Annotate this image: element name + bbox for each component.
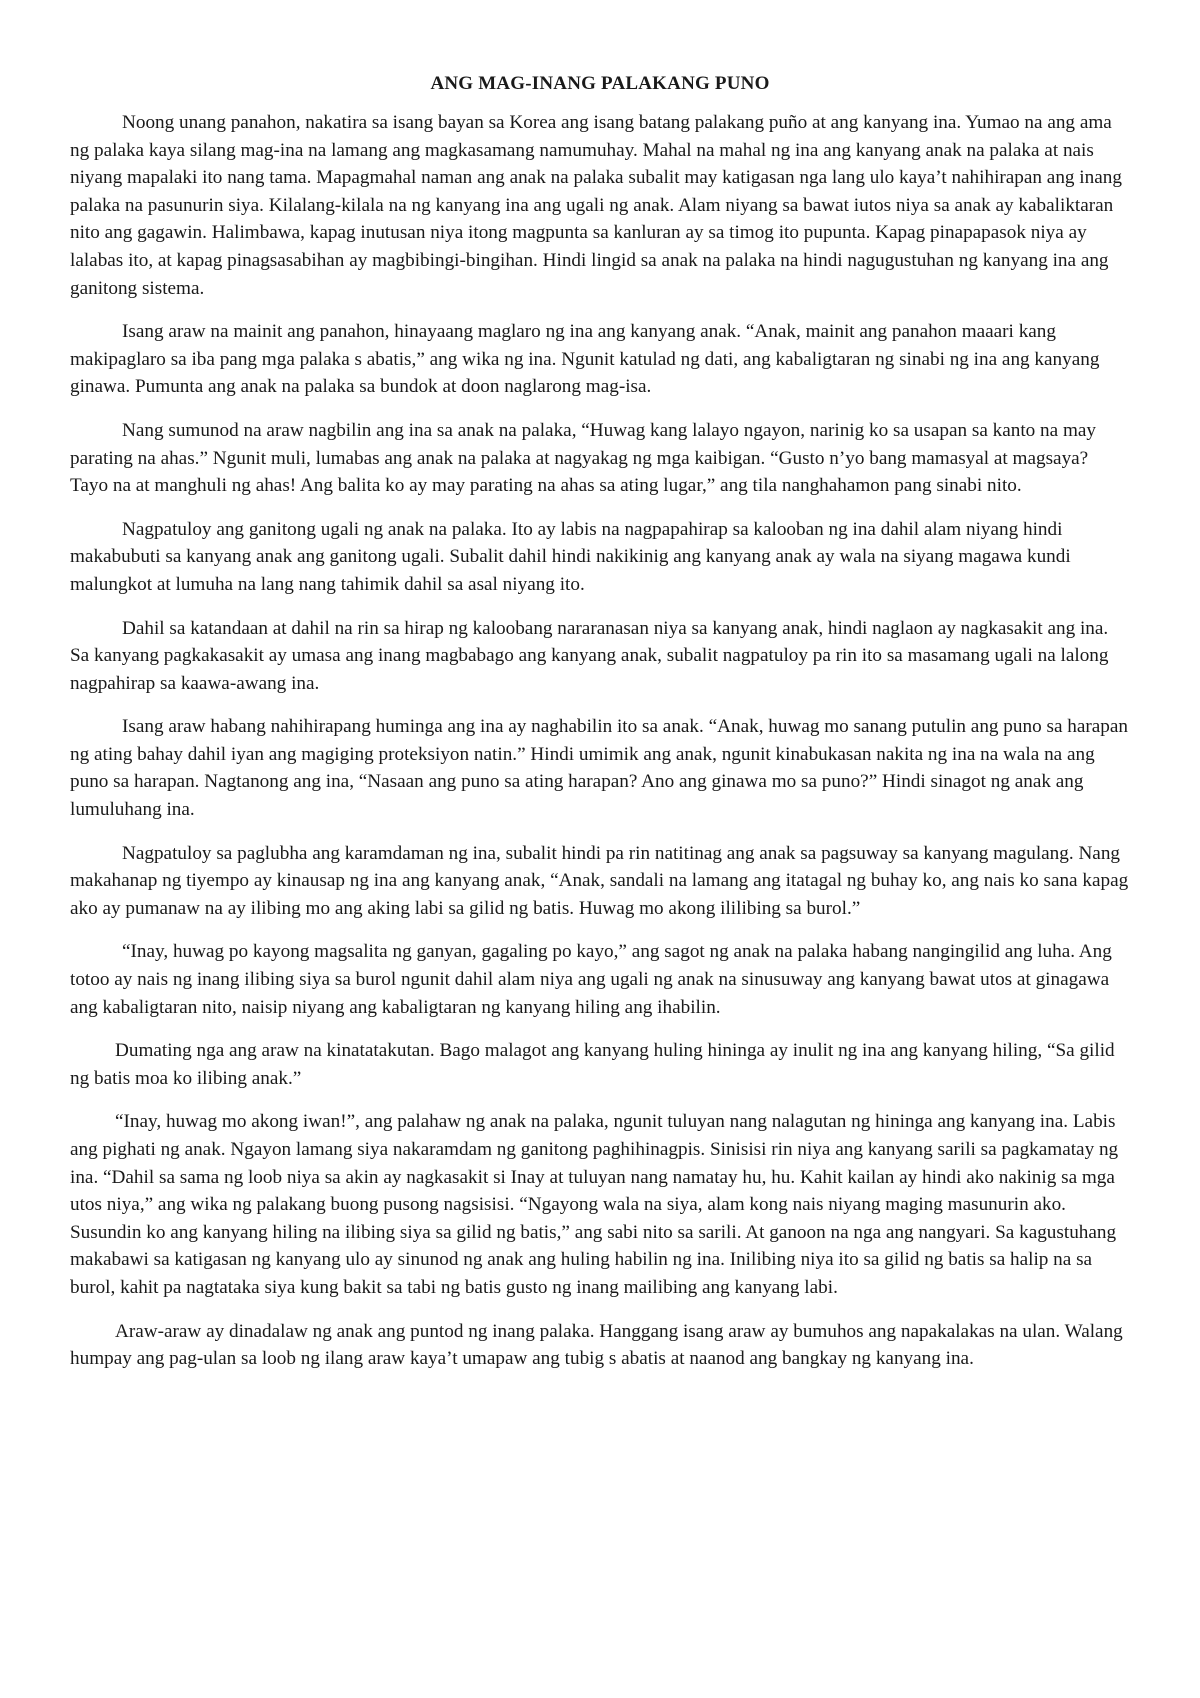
paragraph-7: Nagpatuloy sa paglubha ang karamdaman ng ina, subalit hindi pa rin natitinag ang anak sa pagsuway sa kanyang magulang. Nang makahanap ng tiyempo ay kinausap ng ina ang kanyang anak, “Anak, sandali na lamang ang itatagal ng buhay ko, ang nais ko sana kapag ako ay pumanaw na ay ilibing mo ang aking labi sa gilid ng batis. Huwag mo akong ililibing sa burol.” [70,842,1129,919]
paragraph-9: Dumating nga ang araw na kinatatakutan. Bago malagot ang kanyang huling hininga ay inulit ng ina ang kanyang hiling, “Sa gilid ng batis moa ko ilibing anak.” [70,1040,1115,1089]
paragraph-1: Noong unang panahon, nakatira sa isang bayan sa Korea ang isang batang palakang puño at ang kanyang ina. Yumao na ang ama ng palaka kaya silang mag-ina na lamang ang magkasamang namumuhay. Mahal na mahal ng ina ang kanyang anak na palaka at nais niyang mapalaki ito nang tama. Mapagmahal naman ang anak na palaka subalit may katigasan nga lang ulo kaya’t nahihirapan ang inang palaka na pasunurin siya. Kilalang-kilala na ng kanyang ina ang ugali ng anak. Alam niyang sa bawat iutos niya sa anak ay kabaliktaran nito ang gagawin. Halimbawa, kapag inutusan niya itong magpunta sa kanluran ay sa timog ito pupunta. Kapag pinapapasok niya ay lalabas ito, at kapag pinagsasabihan ay magbibingi-bingihan. Hindi lingid sa anak na palaka na hindi nagugustuhan ng kanyang ina ang ganitong sistema. [70,112,1122,299]
paragraph-2: Isang araw na mainit ang panahon, hinayaang maglaro ng ina ang kanyang anak. “Anak, mainit ang panahon maaari kang makipaglaro sa iba pang mga palaka s abatis,” ang wika ng ina. Ngunit katulad ng dati, ang kabaligtaran ng sinabi ng ina ang kanyang ginawa. Pumunta ang anak na palaka sa bundok at doon naglarong mag-isa. [70,321,1100,398]
paragraph-11: Araw-araw ay dinadalaw ng anak ang puntod ng inang palaka. Hanggang isang araw ay bumuhos ang napakalakas na ulan. Walang humpay ang pag-ulan sa loob ng ilang araw kaya’t umapaw ang tubig s abatis at naanod ang bangkay ng kanyang ina. [70,1320,1123,1370]
paragraph-10: “Inay, huwag mo akong iwan!”, ang palahaw ng anak na palaka, ngunit tuluyan nang nalagutan ng hininga ang kanyang ina. Labis ang pighati ng anak. Ngayon lamang siya nakaramdam ng ganitong paghihinagpis. Sinisisi rin niya ang kanyang sarili sa pagkamatay ng ina. “Dahil sa sama ng loob niya sa akin ay nagkasakit si Inay at tuluyan nang namatay hu, hu. Kahit kailan ay hindi ako nakinig sa mga utos niya,” ang wika ng palakang buong pusong nagsisisi. “Ngayong wala na siya, alam kong nais niyang maging masunurin ako. Susundin ko ang kanyang hiling na ilibing siya sa gilid ng batis,” ang sabi nito sa sarili. At ganoon na nga ang nangyari. Sa kagustuhang makabawi sa katigasan ng kanyang ulo ay sinunod ng anak ang huling habilin ng ina. Inilibing niya ito sa gilid ng batis sa halip na sa burol, kahit pa nagtataka siya kung bakit sa tabi ng batis gusto ng inang mailibing ang kanyang labi. [70,1111,1119,1298]
paragraph-8: “Inay, huwag po kayong magsalita ng ganyan, gagaling po kayo,” ang sagot ng anak na palaka habang nangingilid ang luha. Ang totoo ay nais ng inang ilibing siya sa burol ngunit dahil alam niya ang ugali ng anak na sinusuway ang kanyang bawat utos at ginagawa ang kabaligtaran nito, naisip niyang ang kabaligtaran ng kanyang hiling ang ihabilin. [70,941,1112,1018]
paragraph-4: Nagpatuloy ang ganitong ugali ng anak na palaka. Ito ay labis na nagpapahirap sa kalooban ng ina dahil alam niyang hindi makabubuti sa kanyang anak ang ganitong ugali. Subalit dahil hindi nakikinig ang kanyang anak ay wala na siyang magawa kundi malungkot at lumuha na lang nang tahimik dahil sa asal niyang ito. [70,518,1071,595]
paragraph-5: Dahil sa katandaan at dahil na rin sa hirap ng kaloobang nararanasan niya sa kanyang anak, hindi naglaon ay nagkasakit ang ina. Sa kanyang pagkakasakit ay umasa ang inang magbabago ang kanyang anak, subalit nagpatuloy pa rin ito sa masamang ugali na lalong nagpahirap sa kaawa-awang ina. [70,617,1109,694]
story-title: ANG MAG-INANG PALAKANG PUNO [430,73,770,94]
paragraph-6: Isang araw habang nahihirapang huminga ang ina ay naghabilin ito sa anak. “Anak, huwag mo sanang putulin ang puno sa harapan ng ating bahay dahil iyan ang magiging proteksiyon natin.” Hindi umimik ang anak, ngunit kinabukasan nakita ng ina na wala na ang puno sa harapan. Nagtanong ang ina, “Nasaan ang puno sa ating harapan? Ano ang ginawa mo sa puno?” Hindi sinagot ng anak ang lumuluhang ina. [70,716,1128,821]
paragraph-3: Nang sumunod na araw nagbilin ang ina sa anak na palaka, “Huwag kang lalayo ngayon, narinig ko sa usapan sa kanto na may parating na ahas.” Ngunit muli, lumabas ang anak na palaka at nagyakag ng mga kaibigan. “Gusto n’yo bang mamasyal at magsaya? Tayo na at manghuli ng ahas! Ang balita ko ay may parating na ahas sa ating lugar,” ang tila nanghahamon pang sinabi nito. [70,419,1096,497]
